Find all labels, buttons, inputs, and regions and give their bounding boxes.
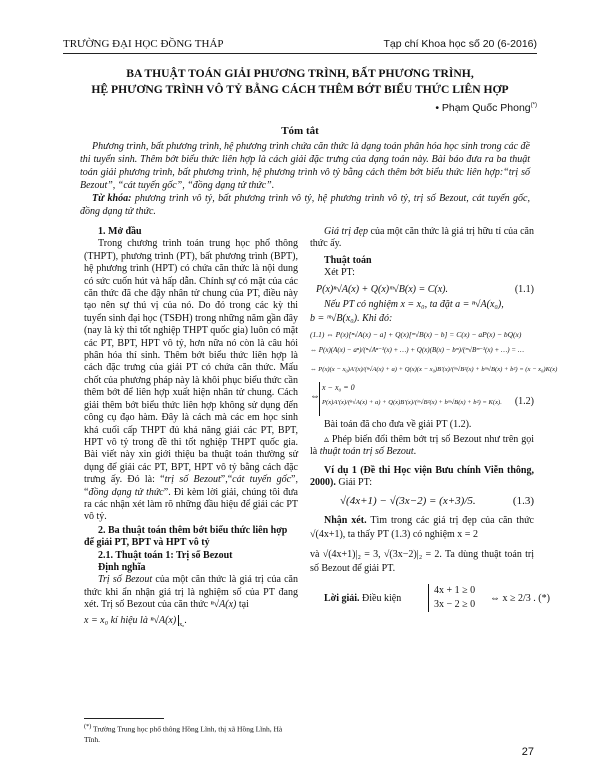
derivation-3: ⇔ P(x)(x − x₀)A′(x)/(ⁿ√A(x) + a) + Q(x)(x − x₀)B′(x)/(ᵐ√B²(x) + bᵐ√B(x) + b²) = (x − x₀)K(x) bbox=[310, 366, 558, 374]
eq13-body: √(4x+1) − √(3x−2) = (x+3)/5. bbox=[340, 495, 476, 508]
reduce-paragraph: Bài toán đã cho đưa về giải PT (1.2). bbox=[324, 419, 472, 431]
def-root-eval: ⁿ√A(x) bbox=[150, 615, 179, 626]
journal-header-right: Tạp chí Khoa học số 20 (6-2016) bbox=[383, 38, 537, 50]
xet-label: Xét PT: bbox=[324, 267, 355, 279]
algorithm-heading: Thuật toán bbox=[324, 254, 372, 266]
eq1-body: P(x)ⁿ√A(x) + Q(x)ᵐ√B(x) = C(x). bbox=[316, 283, 449, 295]
remark bbox=[310, 514, 534, 542]
bezout-note-text: ▵ Phép biến đổi thêm bớt trị số Bezout như trên gọi là bbox=[310, 433, 534, 458]
condition-2: 3x − 2 ≥ 0 bbox=[434, 599, 476, 611]
eq13-number: (1.3) bbox=[512, 495, 534, 508]
right-column bbox=[310, 226, 558, 614]
def-text: của một căn thức là giá trị của căn thức khi ẩn nhận giá trị là nghiệm số của PT đang xét. Trị số Bezout của căn thức bbox=[84, 574, 298, 611]
derivation-4 bbox=[310, 382, 534, 416]
solution-lead bbox=[310, 593, 401, 605]
s1-term-3: đồng dạng tử thức bbox=[88, 486, 164, 498]
s1-sep-2: ”, “ bbox=[84, 474, 298, 498]
good-value-term: Giá trị đẹp bbox=[324, 226, 368, 237]
def-text-2: x = x₀ kí hiệu là bbox=[84, 614, 148, 626]
author-name: Phạm Quốc Phong bbox=[441, 102, 531, 114]
keywords bbox=[80, 192, 530, 218]
bracket bbox=[319, 382, 320, 416]
author-mark: (*) bbox=[530, 102, 537, 109]
title-line-1: BA THUẬT TOÁN GIẢI PHƯƠNG TRÌNH, BẤT PHƯƠNG TRÌNH, bbox=[126, 67, 474, 80]
condition-1: 4x + 1 ≥ 0 bbox=[434, 585, 476, 597]
author bbox=[435, 102, 537, 114]
definition-paragraph bbox=[84, 574, 298, 611]
neu-line: Nếu PT có nghiệm x = x₀, ta đặt a = ⁿ√A(x₀), bbox=[324, 298, 504, 310]
footnote-rule bbox=[84, 718, 164, 719]
solution bbox=[310, 584, 550, 614]
condition-bracket bbox=[428, 584, 429, 612]
footnote bbox=[84, 722, 298, 745]
paper-title bbox=[60, 66, 540, 98]
remark-2: và √(4x+1)|₂ = 3, √(3x−2)|₂ = 2. Ta dùng thuật toán trị số Bezout để giải PT. bbox=[310, 549, 534, 575]
keywords-text: phương trình vô tỷ, bất phương trình vô tỷ, hệ phương trình vô tỷ, trị số Bezout, cát tuyến gốc, đồng dạng tử thức. bbox=[80, 193, 530, 217]
good-value-text: của một căn thức là giá trị hữu tỉ của căn thức ấy. bbox=[310, 226, 534, 250]
eq12-number: (1.2) bbox=[514, 396, 534, 408]
derivation-1: (1.1) ⇔ P(x)[ⁿ√A(x) − a] + Q(x)[ᵐ√B(x) − b] = C(x) − aP(x) − bQ(x) bbox=[310, 330, 522, 340]
s1-text: Trong chương trình toán trung học phổ thông (THPT), phương trình (PT), bất phương trình (BPT), hệ phương trình (HPT) có chứa căn thức là nội dung có sức cuốn hút và hấp dẫn. Chính sự có mặt của các căn thức đã che đậy nhân tử chung của PT, điều này tạo nên sự thú vị của nó. Do đó trong các kỳ thi tuyển sinh đại học (TSĐH) trong những năm gần đây (nay là kỳ thi tốt nghiệp THPT quốc gia) luôn có mặt các PT, BPT, HPT vô tỷ, hơn nữa nó còn là câu hỏi phân hóa thí sinh. Thêm bớt biểu thức liên hợp là cách đặc trưng của giải PT có chứa căn thức. Mấu chốt của phương pháp này là khôi phục biểu thức cần thêm bớt để liên hợp xuất hiện nhân tử chung. Cách giải thêm bớt biểu thức liên hợp không sử dụng đến công cụ đạo hàm. Đây là cách mà các em học sinh khá cuối cấp THPT đủ khả năng giải các PT, BPT, HPT vô tỷ trong đề thi tốt nghiệp THPT quốc gia. Bài viết này xin giới thiệu ba thuật toán thường sử dụng để giải các PT, BPT, HPT vô tỷ bằng cách đặc trưng ấy. Đó là: “ bbox=[84, 238, 298, 486]
definition-heading: Định nghĩa bbox=[98, 561, 146, 573]
s1-term-2: cát tuyến gốc bbox=[232, 474, 292, 486]
section-1-heading: 1. Mở đầu bbox=[98, 226, 142, 237]
bezout-note bbox=[310, 434, 534, 459]
header-rule bbox=[63, 53, 537, 54]
page-number: 27 bbox=[521, 746, 534, 758]
solution-text: Điều kiện bbox=[359, 593, 402, 605]
author-bullet: • bbox=[435, 102, 439, 114]
s1-term-1: trị số Bezout bbox=[164, 474, 221, 486]
remark-label: Nhận xét. bbox=[324, 515, 367, 527]
good-value-paragraph bbox=[310, 226, 534, 251]
abstract-text: Phương trình, bất phương trình, hệ phương trình chứa căn thức là dạng toán phân hóa học sinh trong các đề thi tuyển sinh. Thêm bớt biểu thức liên hợp là cách giải đặc trưng của dạng toán này. Bài báo đưa ra ba thuật toán giải phương trình, bất phương trình, hệ phương trình vô tỷ bằng cách thêm bớt biểu thức liên hợp:“trị số Bezout”, “cát tuyến gốc”, “đồng dạng tử thức”. bbox=[80, 141, 530, 191]
bezout-note-end: . bbox=[413, 446, 417, 458]
example-solve: Giải PT: bbox=[335, 477, 373, 489]
footnote-text: Trường Trung học phổ thông Hồng Lĩnh, thị xã Hồng Lĩnh, Hà Tĩnh. bbox=[84, 724, 283, 744]
remark-text: Tìm trong các giá trị đẹp của căn thức √(4x+1), ta thấy PT (1.3) có nghiệm x = 2 bbox=[310, 515, 534, 541]
s1-sep-1: ”,“ bbox=[220, 474, 233, 486]
solution-label: Lời giải. bbox=[324, 593, 360, 605]
footnote-mark: (*) bbox=[84, 723, 92, 730]
derivation-4b: P(x)A′(x)/(ⁿ√A(x) + a) + Q(x)B′(x)/(ᵐ√B²(x) + bᵐ√B(x) + b²) = K(x). bbox=[322, 399, 502, 407]
bezout-note-term: thuật toán trị số Bezout bbox=[319, 446, 414, 458]
section-2-heading: 2. Ba thuật toán thêm bớt biểu thức liên hợp để giải PT, BPT và HPT vô tỷ bbox=[84, 524, 288, 549]
def-tai: tại bbox=[238, 599, 249, 611]
condition-result: ⇔ x ≥ 2/3 . (*) bbox=[490, 593, 550, 605]
def-term: Trị số Bezout bbox=[98, 574, 153, 586]
title-line-2: HỆ PHƯƠNG TRÌNH VÔ TỶ BẰNG CÁCH THÊM BỚT BIỂU THỨC LIÊN HỢP bbox=[91, 83, 509, 96]
s1-end: ”. Đi kèm lời giải, chúng tôi đưa ra các nhận xét làm rõ những đầu hiệu để giải các PT vô tỷ. bbox=[84, 486, 298, 523]
eq1-number: (1.1) bbox=[514, 283, 534, 295]
abstract-heading: Tóm tắt bbox=[281, 125, 319, 137]
derivation-2: ⇔ P(x)(A(x) − aⁿ)/(ⁿ√Aⁿ⁻¹(x) + …) + Q(x)(B(x) − bᵐ)/(ᵐ√Bᵐ⁻¹(x) + …) = … bbox=[310, 346, 524, 355]
equation-1-3 bbox=[340, 495, 534, 508]
left-column bbox=[84, 226, 298, 631]
derivation-4a: x − x₀ = 0 bbox=[322, 383, 355, 393]
b-definition: b = ᵐ√B(x₀). Khi đó: bbox=[310, 313, 393, 325]
def-root: ⁿ√A(x) bbox=[210, 599, 237, 611]
keywords-label: Từ khóa: bbox=[92, 193, 132, 204]
def-sub: x₀ bbox=[179, 621, 185, 628]
example-label: Ví dụ 1 bbox=[324, 464, 357, 476]
example-source: (Đề thi Học viện Bưu chính Viễn thông, 2000). bbox=[310, 464, 534, 489]
equation-1-1 bbox=[316, 283, 534, 296]
section-21-heading: 2.1. Thuật toán 1: Trị số Bezout bbox=[98, 549, 233, 561]
example-1 bbox=[310, 465, 534, 490]
journal-header-left: TRƯỜNG ĐẠI HỌC ĐỒNG THÁP bbox=[63, 38, 224, 50]
equiv-sign: ⇔ bbox=[310, 391, 320, 403]
definition-line-2: x = x₀ kí hiệu là ⁿ√A(x) $_{x_0}$. bbox=[84, 614, 187, 628]
section-1-paragraph bbox=[84, 238, 298, 523]
